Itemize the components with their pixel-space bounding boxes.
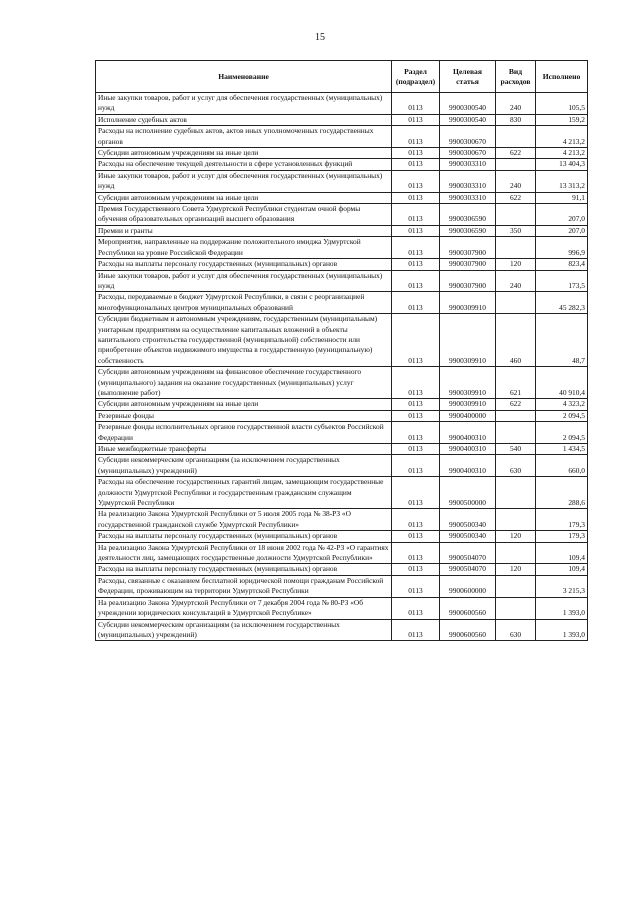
table-row xyxy=(96,399,588,410)
row-name: Расходы на выплаты персоналу государственных (муниципальных) органов xyxy=(96,259,392,270)
row-name: Иные закупки товаров, работ и услуг для обеспечения государственных (муниципальных) нужд xyxy=(96,170,392,192)
row-executed: 1 434,5 xyxy=(536,444,588,455)
row-target: 9900600000 xyxy=(440,575,496,597)
row-name: Расходы на исполнение судебных актов, актов иных уполномоченных государственных органов xyxy=(96,126,392,148)
header-section-line1: Раздел xyxy=(404,66,427,76)
row-section: 0113 xyxy=(392,259,440,270)
header-executed xyxy=(536,61,588,93)
row-target: 9900300670 xyxy=(440,126,496,148)
table-row xyxy=(96,477,588,509)
row-section: 0113 xyxy=(392,399,440,410)
row-section: 0113 xyxy=(392,225,440,236)
row-target: 9900300540 xyxy=(440,93,496,115)
row-section: 0113 xyxy=(392,619,440,641)
row-executed: 109,4 xyxy=(536,564,588,575)
row-kind xyxy=(496,597,536,619)
row-executed: 660,0 xyxy=(536,455,588,477)
row-kind xyxy=(496,204,536,226)
row-target: 9900400000 xyxy=(440,410,496,421)
row-kind: 240 xyxy=(496,170,536,192)
row-name: Расходы на обеспечение текущей деятельности в сфере установленных функций xyxy=(96,159,392,170)
table-row xyxy=(96,314,588,367)
row-kind: 350 xyxy=(496,225,536,236)
row-kind: 120 xyxy=(496,259,536,270)
row-name: Премии и гранты xyxy=(96,225,392,236)
header-target-line2: статья xyxy=(456,76,479,86)
row-name: Субсидии автономным учреждениям на финансовое обеспечение государственного (муниципального) задания на оказание государственных (муниципальных) услуг (выполнение работ) xyxy=(96,367,392,399)
row-executed: 4 213,2 xyxy=(536,148,588,159)
row-target: 9900400310 xyxy=(440,422,496,444)
row-target: 9900600560 xyxy=(440,597,496,619)
table-row xyxy=(96,270,588,292)
table-row xyxy=(96,114,588,125)
row-section: 0113 xyxy=(392,422,440,444)
row-section: 0113 xyxy=(392,292,440,314)
row-kind: 240 xyxy=(496,93,536,115)
header-kind-line2: расходов xyxy=(500,76,531,86)
page-number: 15 xyxy=(315,32,325,43)
row-name: Расходы на обеспечение государственных гарантий лицам, замещающим государственные должности Удмуртской Республики и государственным гражданским служащим Удмуртской Республики xyxy=(96,477,392,509)
row-kind: 622 xyxy=(496,148,536,159)
row-section: 0113 xyxy=(392,455,440,477)
row-section: 0113 xyxy=(392,237,440,259)
table-row xyxy=(96,422,588,444)
row-name: Расходы на выплаты персоналу государственных (муниципальных) органов xyxy=(96,531,392,542)
row-target: 9900500340 xyxy=(440,509,496,531)
row-kind: 120 xyxy=(496,531,536,542)
row-target: 9900307900 xyxy=(440,259,496,270)
row-name: Субсидии некоммерческим организациям (за исключением государственных (муниципальных) учреждений) xyxy=(96,455,392,477)
row-executed: 105,5 xyxy=(536,93,588,115)
row-kind: 240 xyxy=(496,270,536,292)
header-section-line2: (подраздел) xyxy=(395,76,436,86)
row-target: 9900504070 xyxy=(440,564,496,575)
row-section: 0113 xyxy=(392,367,440,399)
row-section: 0113 xyxy=(392,531,440,542)
row-target: 9900400310 xyxy=(440,444,496,455)
header-kind-line1: Вид xyxy=(508,66,523,76)
row-kind xyxy=(496,237,536,259)
row-target: 9900504070 xyxy=(440,542,496,564)
row-name: Субсидии автономным учреждениям на иные цели xyxy=(96,192,392,203)
row-executed: 1 393,0 xyxy=(536,597,588,619)
row-target: 9900309910 xyxy=(440,314,496,367)
row-name: Иные закупки товаров, работ и услуг для обеспечения государственных (муниципальных) нужд xyxy=(96,270,392,292)
row-kind: 540 xyxy=(496,444,536,455)
table-row xyxy=(96,619,588,641)
row-section: 0113 xyxy=(392,170,440,192)
row-executed: 179,3 xyxy=(536,531,588,542)
table-row xyxy=(96,148,588,159)
row-kind: 120 xyxy=(496,564,536,575)
row-name: Исполнение судебных актов xyxy=(96,114,392,125)
row-kind: 630 xyxy=(496,455,536,477)
row-target: 9900500000 xyxy=(440,477,496,509)
row-section: 0113 xyxy=(392,126,440,148)
row-kind: 622 xyxy=(496,399,536,410)
row-kind xyxy=(496,126,536,148)
row-section: 0113 xyxy=(392,509,440,531)
row-kind xyxy=(496,509,536,531)
row-kind xyxy=(496,422,536,444)
row-section: 0113 xyxy=(392,575,440,597)
row-section: 0113 xyxy=(392,148,440,159)
row-executed: 4 323,2 xyxy=(536,399,588,410)
table-row xyxy=(96,237,588,259)
row-name: Расходы, передаваемые в бюджет Удмуртской Республики, в связи с реорганизацией многофункциональных центров муниципальных образований xyxy=(96,292,392,314)
table-row xyxy=(96,542,588,564)
row-target: 9900309910 xyxy=(440,367,496,399)
table-row xyxy=(96,170,588,192)
row-section: 0113 xyxy=(392,159,440,170)
table-row xyxy=(96,259,588,270)
row-executed: 2 094,5 xyxy=(536,410,588,421)
row-kind xyxy=(496,575,536,597)
table-row xyxy=(96,575,588,597)
row-name: Иные закупки товаров, работ и услуг для обеспечения государственных (муниципальных) нужд xyxy=(96,93,392,115)
row-kind: 830 xyxy=(496,114,536,125)
row-section: 0113 xyxy=(392,93,440,115)
row-target: 9900303310 xyxy=(440,170,496,192)
row-executed: 2 094,5 xyxy=(536,422,588,444)
row-target: 9900306590 xyxy=(440,204,496,226)
row-name: Резервные фонды исполнительных органов государственной власти субъектов Российской Федерации xyxy=(96,422,392,444)
row-name: Расходы на выплаты персоналу государственных (муниципальных) органов xyxy=(96,564,392,575)
row-name: Субсидии автономным учреждениям на иные цели xyxy=(96,399,392,410)
table-row xyxy=(96,159,588,170)
row-kind xyxy=(496,410,536,421)
row-kind xyxy=(496,159,536,170)
row-name: На реализацию Закона Удмуртской Республики от 7 декабря 2004 года № 80-РЗ «Об учреждении юридических консультаций в Удмуртской Республике» xyxy=(96,597,392,619)
row-section: 0113 xyxy=(392,410,440,421)
row-section: 0113 xyxy=(392,204,440,226)
row-executed: 207,0 xyxy=(536,204,588,226)
table-row xyxy=(96,292,588,314)
table-row xyxy=(96,225,588,236)
row-name: На реализацию Закона Удмуртской Республики от 18 июня 2002 года № 42-РЗ «О гарантиях деятельности лиц, замещающих государственные должности Удмуртской Республики» xyxy=(96,542,392,564)
row-executed: 91,1 xyxy=(536,192,588,203)
row-target: 9900300670 xyxy=(440,148,496,159)
row-executed: 173,5 xyxy=(536,270,588,292)
row-executed: 288,6 xyxy=(536,477,588,509)
row-name: Расходы, связанные с оказанием бесплатной юридической помощи гражданам Российской Федерации, проживающим на территории Удмуртской Республики xyxy=(96,575,392,597)
row-executed: 3 215,3 xyxy=(536,575,588,597)
row-target: 9900600560 xyxy=(440,619,496,641)
table-row xyxy=(96,455,588,477)
row-executed: 823,4 xyxy=(536,259,588,270)
row-section: 0113 xyxy=(392,444,440,455)
row-executed: 48,7 xyxy=(536,314,588,367)
row-section: 0113 xyxy=(392,114,440,125)
row-kind: 460 xyxy=(496,314,536,367)
table-row xyxy=(96,410,588,421)
row-target: 9900307900 xyxy=(440,237,496,259)
row-target: 9900400310 xyxy=(440,455,496,477)
row-name: Мероприятия, направленные на поддержание положительного имиджа Удмуртской Республики на уровне Российской Федерации xyxy=(96,237,392,259)
header-kind xyxy=(496,61,536,93)
row-executed: 159,2 xyxy=(536,114,588,125)
table-header-row xyxy=(96,61,588,93)
header-section xyxy=(392,61,440,93)
row-executed: 45 282,3 xyxy=(536,292,588,314)
row-name: Премия Государственного Совета Удмуртской Республики студентам очной формы обучения образовательных организаций высшего образования xyxy=(96,204,392,226)
row-target: 9900303310 xyxy=(440,159,496,170)
header-name-label: Наименование xyxy=(218,71,269,81)
row-section: 0113 xyxy=(392,270,440,292)
row-section: 0113 xyxy=(392,477,440,509)
row-target: 9900300540 xyxy=(440,114,496,125)
row-kind: 622 xyxy=(496,192,536,203)
row-executed: 996,9 xyxy=(536,237,588,259)
budget-table xyxy=(95,60,588,641)
row-name: Субсидии некоммерческим организациям (за исключением государственных (муниципальных) учреждений) xyxy=(96,619,392,641)
row-name: Резервные фонды xyxy=(96,410,392,421)
table-row xyxy=(96,564,588,575)
row-name: Иные межбюджетные трансферты xyxy=(96,444,392,455)
row-executed: 13 404,3 xyxy=(536,159,588,170)
table-row xyxy=(96,444,588,455)
table-row xyxy=(96,531,588,542)
table-row xyxy=(96,126,588,148)
table-row xyxy=(96,192,588,203)
row-section: 0113 xyxy=(392,314,440,367)
row-executed: 1 393,0 xyxy=(536,619,588,641)
row-kind xyxy=(496,292,536,314)
header-name xyxy=(96,61,392,93)
row-target: 9900303310 xyxy=(440,192,496,203)
row-executed: 207,0 xyxy=(536,225,588,236)
row-target: 9900500340 xyxy=(440,531,496,542)
row-kind: 630 xyxy=(496,619,536,641)
row-executed: 179,3 xyxy=(536,509,588,531)
row-executed: 13 313,2 xyxy=(536,170,588,192)
table-row xyxy=(96,597,588,619)
table-row xyxy=(96,204,588,226)
table-row xyxy=(96,509,588,531)
table-row xyxy=(96,93,588,115)
header-executed-label: Исполнено xyxy=(542,71,581,81)
header-target-line1: Целевая xyxy=(453,66,482,76)
row-target: 9900306590 xyxy=(440,225,496,236)
row-kind xyxy=(496,542,536,564)
row-kind xyxy=(496,477,536,509)
row-name: Субсидии автономным учреждениям на иные цели xyxy=(96,148,392,159)
row-target: 9900309910 xyxy=(440,292,496,314)
header-target xyxy=(440,61,496,93)
row-section: 0113 xyxy=(392,564,440,575)
row-section: 0113 xyxy=(392,597,440,619)
row-section: 0113 xyxy=(392,542,440,564)
row-target: 9900309910 xyxy=(440,399,496,410)
row-kind: 621 xyxy=(496,367,536,399)
row-section: 0113 xyxy=(392,192,440,203)
row-executed: 4 213,2 xyxy=(536,126,588,148)
row-name: На реализацию Закона Удмуртской Республики от 5 июля 2005 года № 38-РЗ «О государственной гражданской службе Удмуртской Республики» xyxy=(96,509,392,531)
table-row xyxy=(96,367,588,399)
row-executed: 40 910,4 xyxy=(536,367,588,399)
row-target: 9900307900 xyxy=(440,270,496,292)
row-name: Субсидии бюджетным и автономным учреждениям, государственным (муниципальным) унитарным предприятиям на осуществление капитальных вложений в объекты капитального строительства государственной (муниципальной) собственности или приобретение объектов недвижимого имущества в государственную (муниципальную) собственность xyxy=(96,314,392,367)
row-executed: 109,4 xyxy=(536,542,588,564)
